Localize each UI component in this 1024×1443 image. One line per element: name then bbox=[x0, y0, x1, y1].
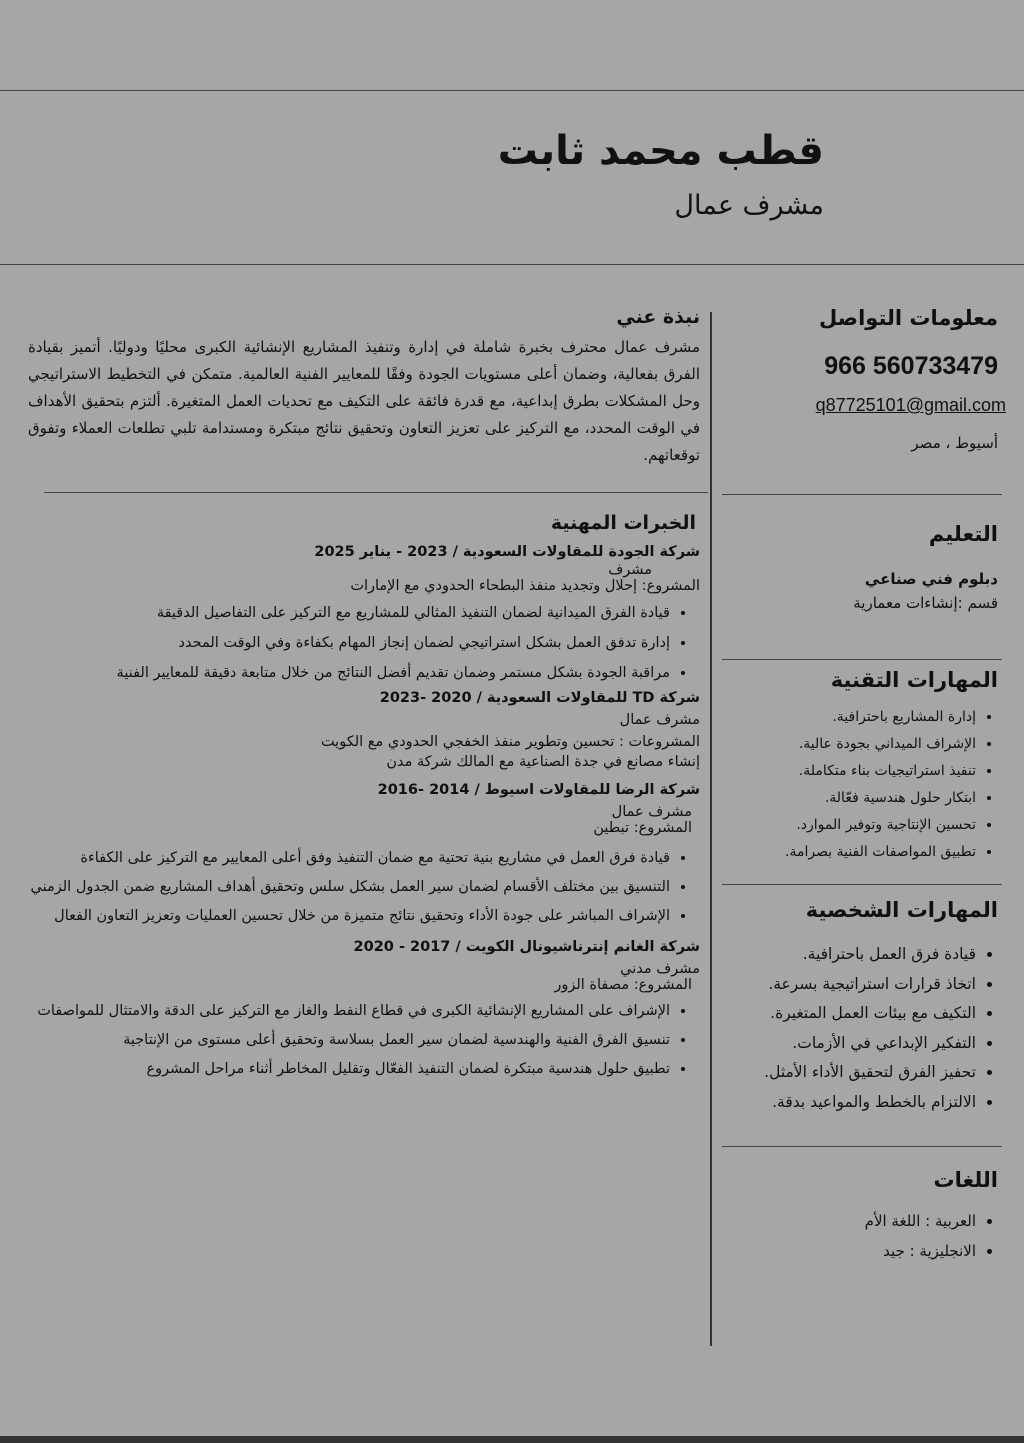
job-role: مشرف عمال bbox=[611, 804, 692, 820]
list-item: • الإشراف الميداني بجودة عالية. bbox=[718, 731, 976, 758]
list-item: • الإشراف المباشر على جودة الأداء وتحقيق نتائج متميزة من خلال تحسين العمليات وتعزيز التعاون الفعال bbox=[28, 902, 670, 931]
about-divider bbox=[44, 492, 708, 493]
list-item: • ابتكار حلول هندسية فعّالة. bbox=[718, 785, 976, 812]
header-bottom-divider bbox=[0, 264, 1024, 265]
person-name: قطب محمد ثابت bbox=[497, 128, 824, 174]
job-role: مشرف عمال bbox=[619, 712, 700, 728]
list-item: • قيادة فرق العمل باحترافية. bbox=[718, 940, 976, 970]
job-role: مشرف bbox=[608, 562, 652, 578]
job-company: شركة الجودة للمقاولات السعودية / 2023 - يناير 2025 bbox=[314, 544, 700, 560]
about-heading: نبذة عني bbox=[616, 306, 700, 328]
education-department: قسم :إنشاءات معمارية bbox=[853, 594, 998, 612]
contact-heading: معلومات التواصل bbox=[819, 306, 998, 330]
list-item: • الالتزام بالخطط والمواعيد بدقة. bbox=[718, 1088, 976, 1118]
list-item: • قيادة الفرق الميدانية لضمان التنفيذ المثالي للمشاريع مع التركيز على التفاصيل الدقيقة bbox=[28, 598, 670, 628]
job-project-secondary: إنشاء مصانع في جدة الصناعية مع المالك شركة مدن bbox=[386, 754, 700, 770]
list-item: • قيادة فرق العمل في مشاريع بنية تحتية مع ضمان التنفيذ وفق أعلى المعايير مع التركيز على الكفاءة bbox=[28, 844, 670, 873]
education-divider bbox=[722, 659, 1002, 660]
job-bullets bbox=[28, 598, 700, 688]
list-item: • الإشراف على المشاريع الإنشائية الكبرى في قطاع النفط والغاز مع التركيز على الدقة والامتثال للمواصفات bbox=[28, 997, 670, 1026]
list-item: • تحفيز الفرق لتحقيق الأداء الأمثل. bbox=[718, 1058, 976, 1088]
list-item: • تنفيذ استراتيجيات بناء متكاملة. bbox=[718, 758, 976, 785]
job-company: شركة TD للمقاولات السعودية / 2020 -2023 bbox=[379, 690, 700, 706]
job-entry bbox=[28, 544, 700, 688]
education-heading: التعليم bbox=[928, 522, 998, 546]
experience-section bbox=[28, 512, 700, 1084]
job-entry bbox=[28, 782, 700, 931]
list-item: • تطبيق حلول هندسية مبتكرة لضمان التنفيذ الفعّال وتقليل المخاطر أثناء مراحل المشروع bbox=[28, 1055, 670, 1084]
list-item: • إدارة تدفق العمل بشكل استراتيجي لضمان إنجاز المهام بكفاءة وفي الوقت المحدد bbox=[28, 628, 670, 658]
about-text: مشرف عمال محترف بخبرة شاملة في إدارة وتنفيذ المشاريع الإنشائية الكبرى محليًا ودوليًا. أتميز بقيادة الفرق بفعالية، وضمان أعلى مستويات الجودة وفقًا للمعايير الفنية العالمية. متمكن في التخطيط الاستراتيجي وحل المشكلات بطرق إبداعية، مع قدرة فائقة على التكيف مع تحديات العمل المتغيرة. ألتزم بتحقيق الأهداف في الوقت المحدد، مع التركيز على تعزيز التعاون وتحقيق نتائج مبتكرة ومستدامة تلبي تطلعات العملاء وتفوق توقعاتهم. bbox=[28, 338, 700, 464]
column-divider bbox=[710, 312, 712, 1346]
job-entry bbox=[28, 939, 700, 1084]
languages-heading: اللغات bbox=[933, 1168, 998, 1192]
list-item: • التكيف مع بيئات العمل المتغيرة. bbox=[718, 999, 976, 1029]
tech-skills-list bbox=[718, 704, 998, 866]
languages-section bbox=[718, 1168, 998, 1266]
job-bullets bbox=[28, 844, 700, 931]
list-item: • إدارة المشاريع باحترافية. bbox=[718, 704, 976, 731]
list-item: • تحسين الإنتاجية وتوفير الموارد. bbox=[718, 812, 976, 839]
job-title: مشرف عمال bbox=[674, 190, 824, 221]
job-project: المشروعات : تحسين وتطوير منفذ الخفجي الحدودي مع الكويت bbox=[320, 734, 700, 750]
contact-section bbox=[718, 306, 1006, 452]
languages-list bbox=[718, 1206, 998, 1266]
education-section bbox=[718, 522, 998, 612]
job-company: شركة الرضا للمقاولات اسيوط / 2014 -2016 bbox=[377, 782, 700, 798]
list-item: • الانجليزية : جيد bbox=[718, 1236, 976, 1266]
list-item: • التفكير الإبداعي في الأزمات. bbox=[718, 1029, 976, 1059]
job-project: المشروع: تبطين bbox=[593, 820, 692, 836]
footer-bar bbox=[0, 1436, 1024, 1443]
job-project: المشروع: إحلال وتجديد منفذ البطحاء الحدودي مع الإمارات bbox=[350, 578, 700, 594]
job-project: المشروع: مصفاة الزور bbox=[554, 977, 692, 993]
job-bullets bbox=[28, 997, 700, 1084]
tech-skills-heading: المهارات التقنية bbox=[830, 668, 998, 692]
contact-divider bbox=[722, 494, 1002, 495]
header-top-divider bbox=[0, 90, 1024, 91]
list-item: • تنسيق الفرق الفنية والهندسية لضمان سير العمل بسلاسة وتحقيق أعلى مستوى من الإنتاجية bbox=[28, 1026, 670, 1055]
personal-skills-section bbox=[718, 898, 998, 1117]
tech-skills-section bbox=[718, 668, 998, 866]
email-link[interactable]: q87725101@gmail.com bbox=[815, 395, 1006, 415]
experience-heading: الخبرات المهنية bbox=[550, 512, 696, 534]
education-degree: دبلوم فني صناعي bbox=[864, 570, 998, 588]
job-entry bbox=[28, 690, 700, 770]
tech-skills-divider bbox=[722, 884, 1002, 885]
personal-skills-list bbox=[718, 940, 998, 1117]
phone-number: 966 560733479 bbox=[824, 352, 998, 380]
list-item: • التنسيق بين مختلف الأقسام لضمان سير العمل بشكل سلس وتحقيق أهداف المشاريع ضمن الجدول الزمني bbox=[28, 873, 670, 902]
list-item: • العربية : اللغة الأم bbox=[718, 1206, 976, 1236]
job-role: مشرف مدني bbox=[620, 961, 700, 977]
about-section bbox=[28, 306, 700, 469]
job-company: شركة الغانم إنترناشيونال الكويت / 2017 - 2020 bbox=[353, 939, 700, 955]
location-text: أسيوط ، مصر bbox=[911, 434, 998, 452]
list-item: • مراقبة الجودة بشكل مستمر وضمان تقديم أفضل النتائج من خلال متابعة دقيقة للمعايير الفنية bbox=[28, 658, 670, 688]
personal-skills-divider bbox=[722, 1146, 1002, 1147]
list-item: • اتخاذ قرارات استراتيجية بسرعة. bbox=[718, 970, 976, 1000]
personal-skills-heading: المهارات الشخصية bbox=[805, 898, 998, 922]
list-item: • تطبيق المواصفات الفنية بصرامة. bbox=[718, 839, 976, 866]
